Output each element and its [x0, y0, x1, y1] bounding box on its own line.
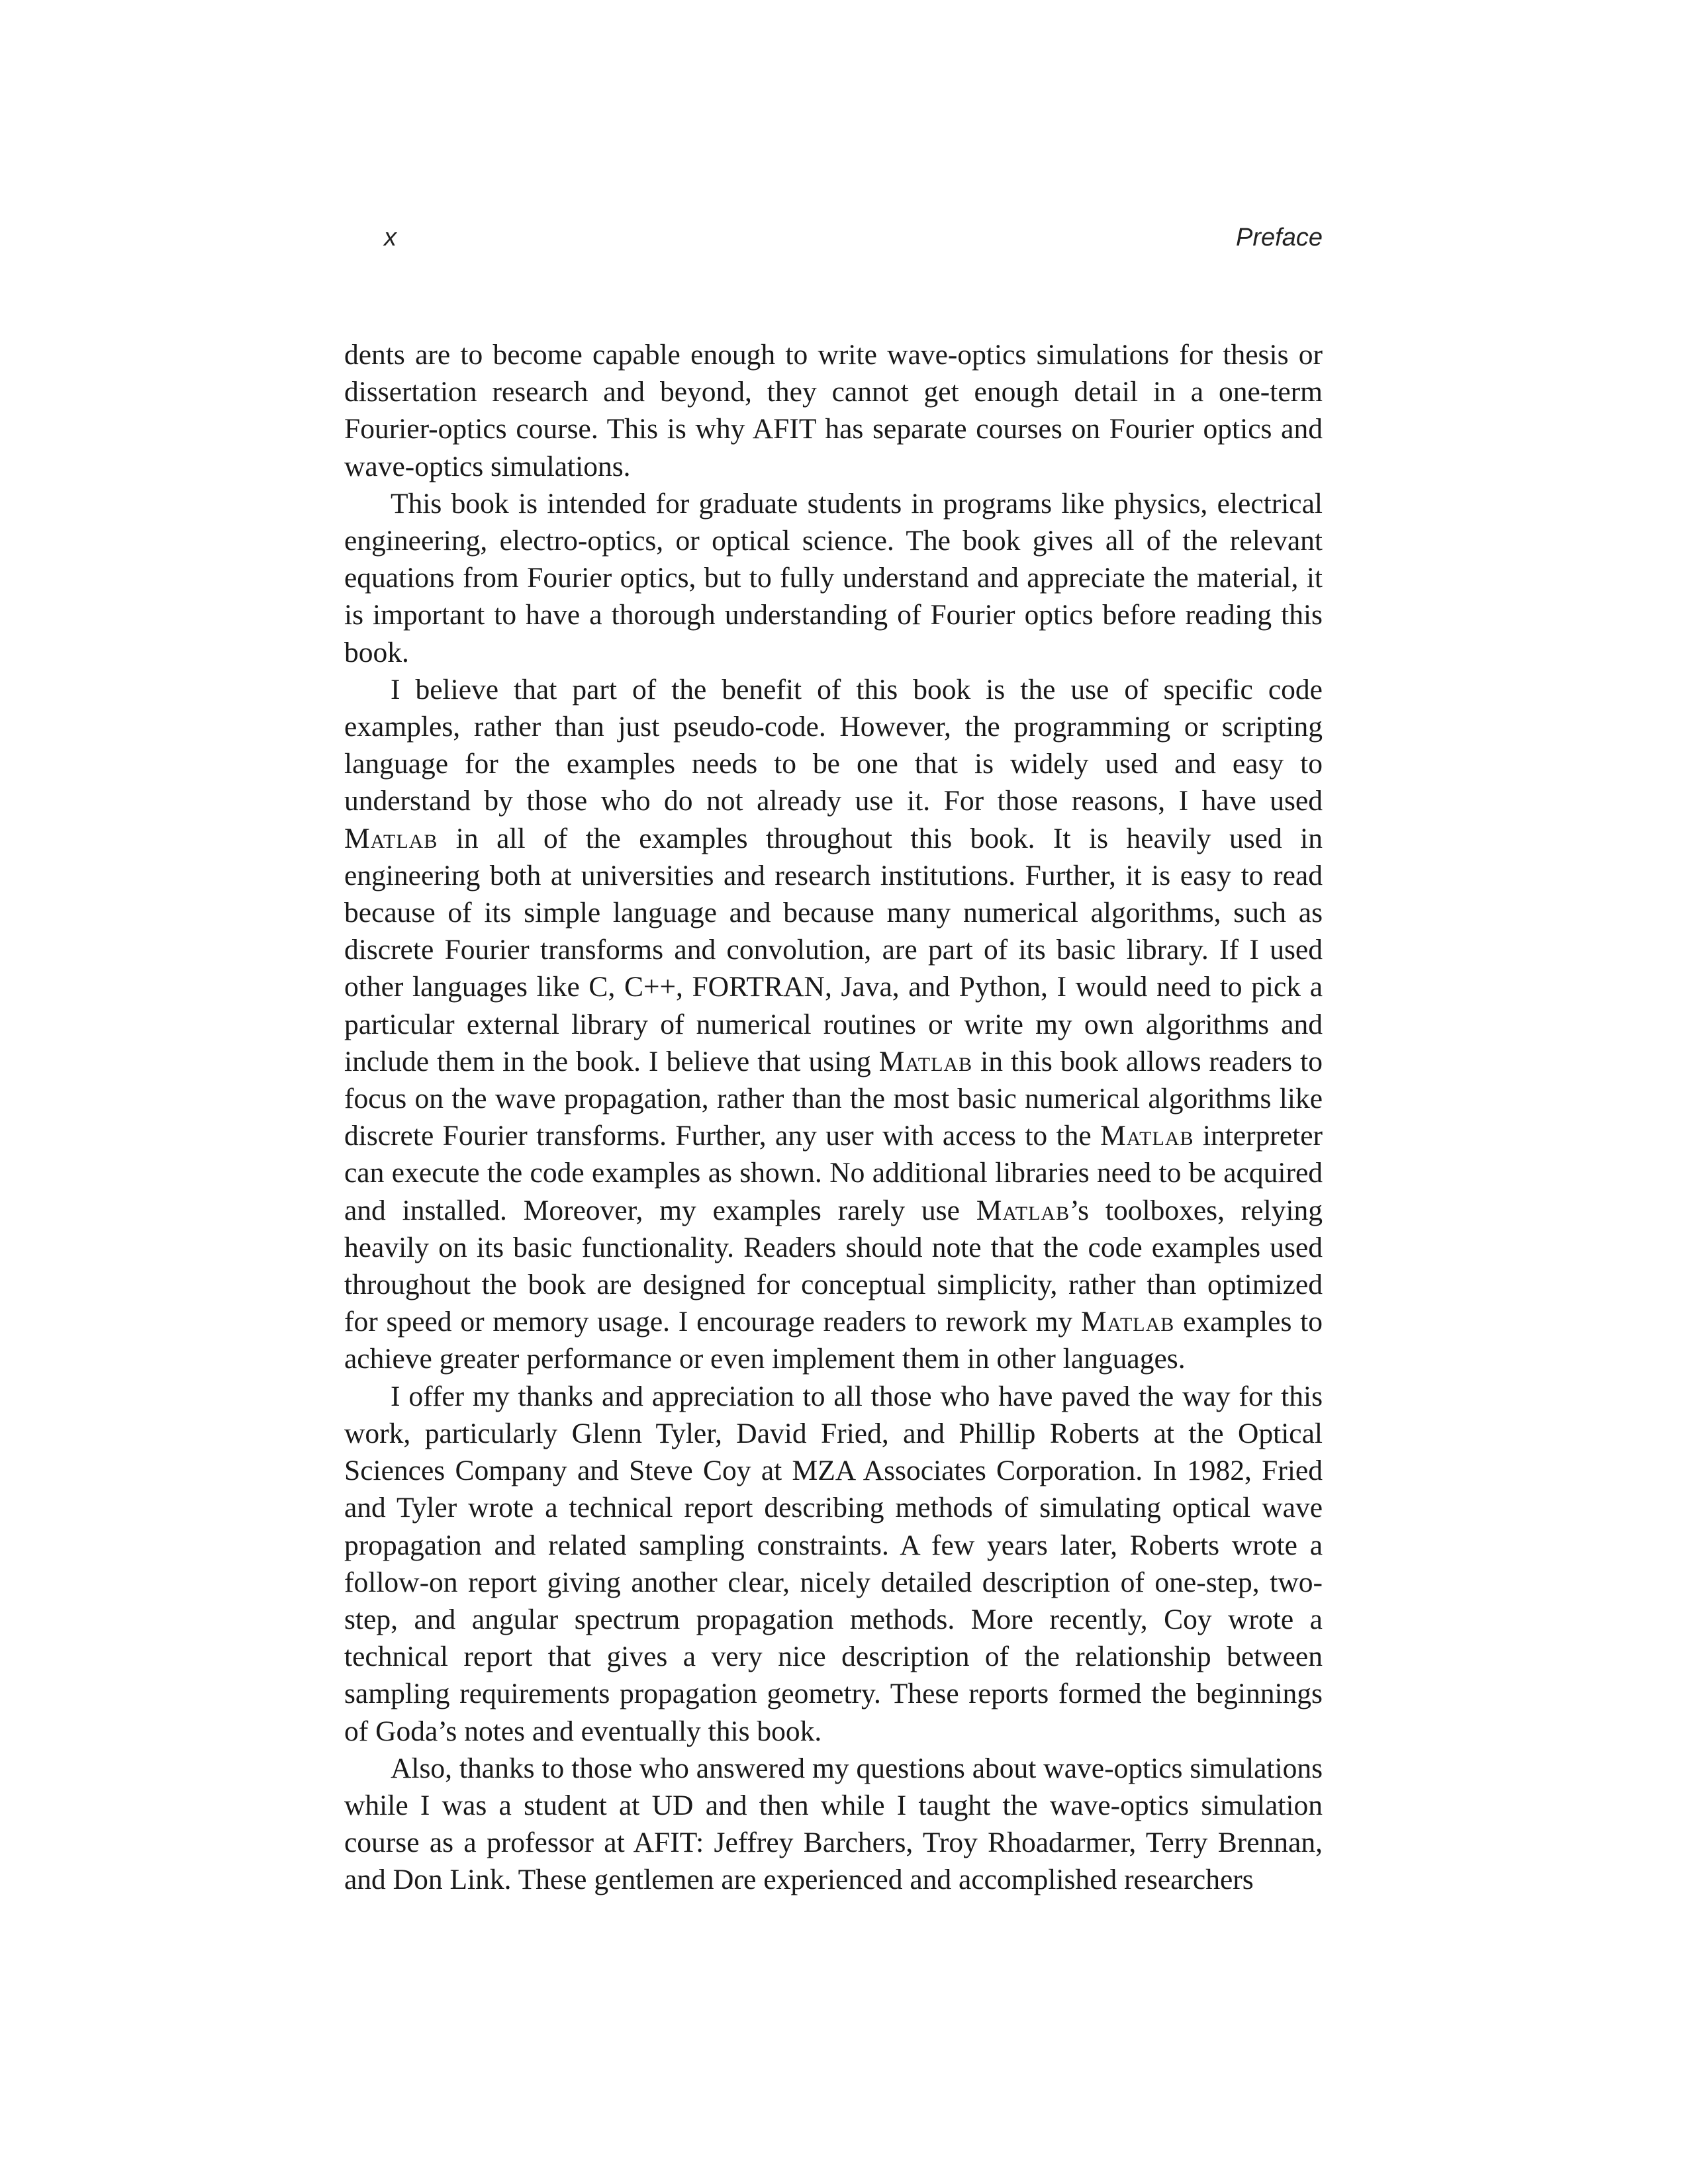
text-segment: in all of the examples throughout this book. It is heavily used in engineering both at universities and research institutions. Further, it is easy to read because of its simple language and because many numerical algorithms, such as discrete Fourier transforms and convolution, are part of its basic library. If I used other languages like C, C++, FORTRAN, Java, and Python, I would need to pick a particular external library of numerical routines or write my own algorithms and include them in the book. I believe that using: [344, 822, 1323, 1077]
matlab-name: Matlab: [878, 1045, 973, 1077]
page-header: [384, 224, 1323, 263]
text-segment: in this book allows readers to focus on the wave propagation, rather than the most basic numerical algorithms like discrete Fourier transforms. Further, any user with access to the: [344, 1045, 1323, 1152]
matlab-name: Matlab: [976, 1194, 1070, 1226]
text-segment: examples to achieve greater performance or even implement them in other languages.: [344, 1306, 1323, 1375]
paragraph-audience: This book is intended for graduate students in programs like physics, electrical engineering, electro-optics, or optical science. The book gives all of the relevant equations from Fourier optics, but to fully understand and appreciate the material, it is important to have a thorough understanding of Fourier optics before reading this book.: [344, 487, 1323, 668]
matlab-name: Matlab: [1080, 1306, 1175, 1338]
paragraph-matlab: [344, 671, 1323, 1378]
page-number: x: [384, 224, 397, 251]
matlab-name: Matlab: [1100, 1120, 1194, 1152]
text-segment: I believe that part of the benefit of this book is the use of specific code examples, rather than just pseudo-code. However, the programming or scripting language for the examples needs to be one that is widely used and easy to understand by those who do not already use it. For those reasons, I have used: [344, 673, 1323, 817]
text-segment: ’s toolboxes, relying heavily on its basic functionality. Readers should note that the code examples used throughout the book are designed for conceptual simplicity, rather than optimized for speed or memory usage. I encourage readers to rework my: [344, 1194, 1323, 1338]
matlab-name: Matlab: [344, 822, 438, 854]
paragraph-acknowledgments: I offer my thanks and appreciation to all those who have paved the way for this work, particularly Glenn Tyler, David Fried, and Phillip Roberts at the Optical Sciences Company and Steve Coy at MZA Associates Corporation. In 1982, Fried and Tyler wrote a technical report describing methods of simulating optical wave propagation and related sampling constraints. A few years later, Roberts wrote a follow-on report giving another clear, nicely detailed description of one-step, two-step, and angular spectrum propagation methods. More recently, Coy wrote a technical report that gives a very nice description of the relationship between sampling requirements propagation geometry. These reports formed the beginnings of Goda’s notes and eventually this book.: [344, 1380, 1323, 1747]
running-head: Preface: [1236, 224, 1323, 251]
body-text: [344, 336, 1323, 1899]
paragraph-continued: dents are to become capable enough to write wave-optics simulations for thesis or dissertation research and beyond, they cannot get enough detail in a one-term Fourier-optics course. This is why AFIT has separate courses on Fourier optics and wave-optics simulations.: [344, 339, 1323, 482]
text-segment: interpreter can execute the code examples as shown. No additional libraries need to be acquired and installed. Moreover, my examples rarely use: [344, 1120, 1323, 1226]
paragraph-thanks: Also, thanks to those who answered my questions about wave-optics simulations while I was a student at UD and then while I taught the wave-optics simulation course as a professor at AFIT: Jeffrey Barchers, Troy Rhoadarmer, Terry Brennan, and Don Link. These gentlemen are experienced and accomplished researchers: [344, 1752, 1323, 1896]
